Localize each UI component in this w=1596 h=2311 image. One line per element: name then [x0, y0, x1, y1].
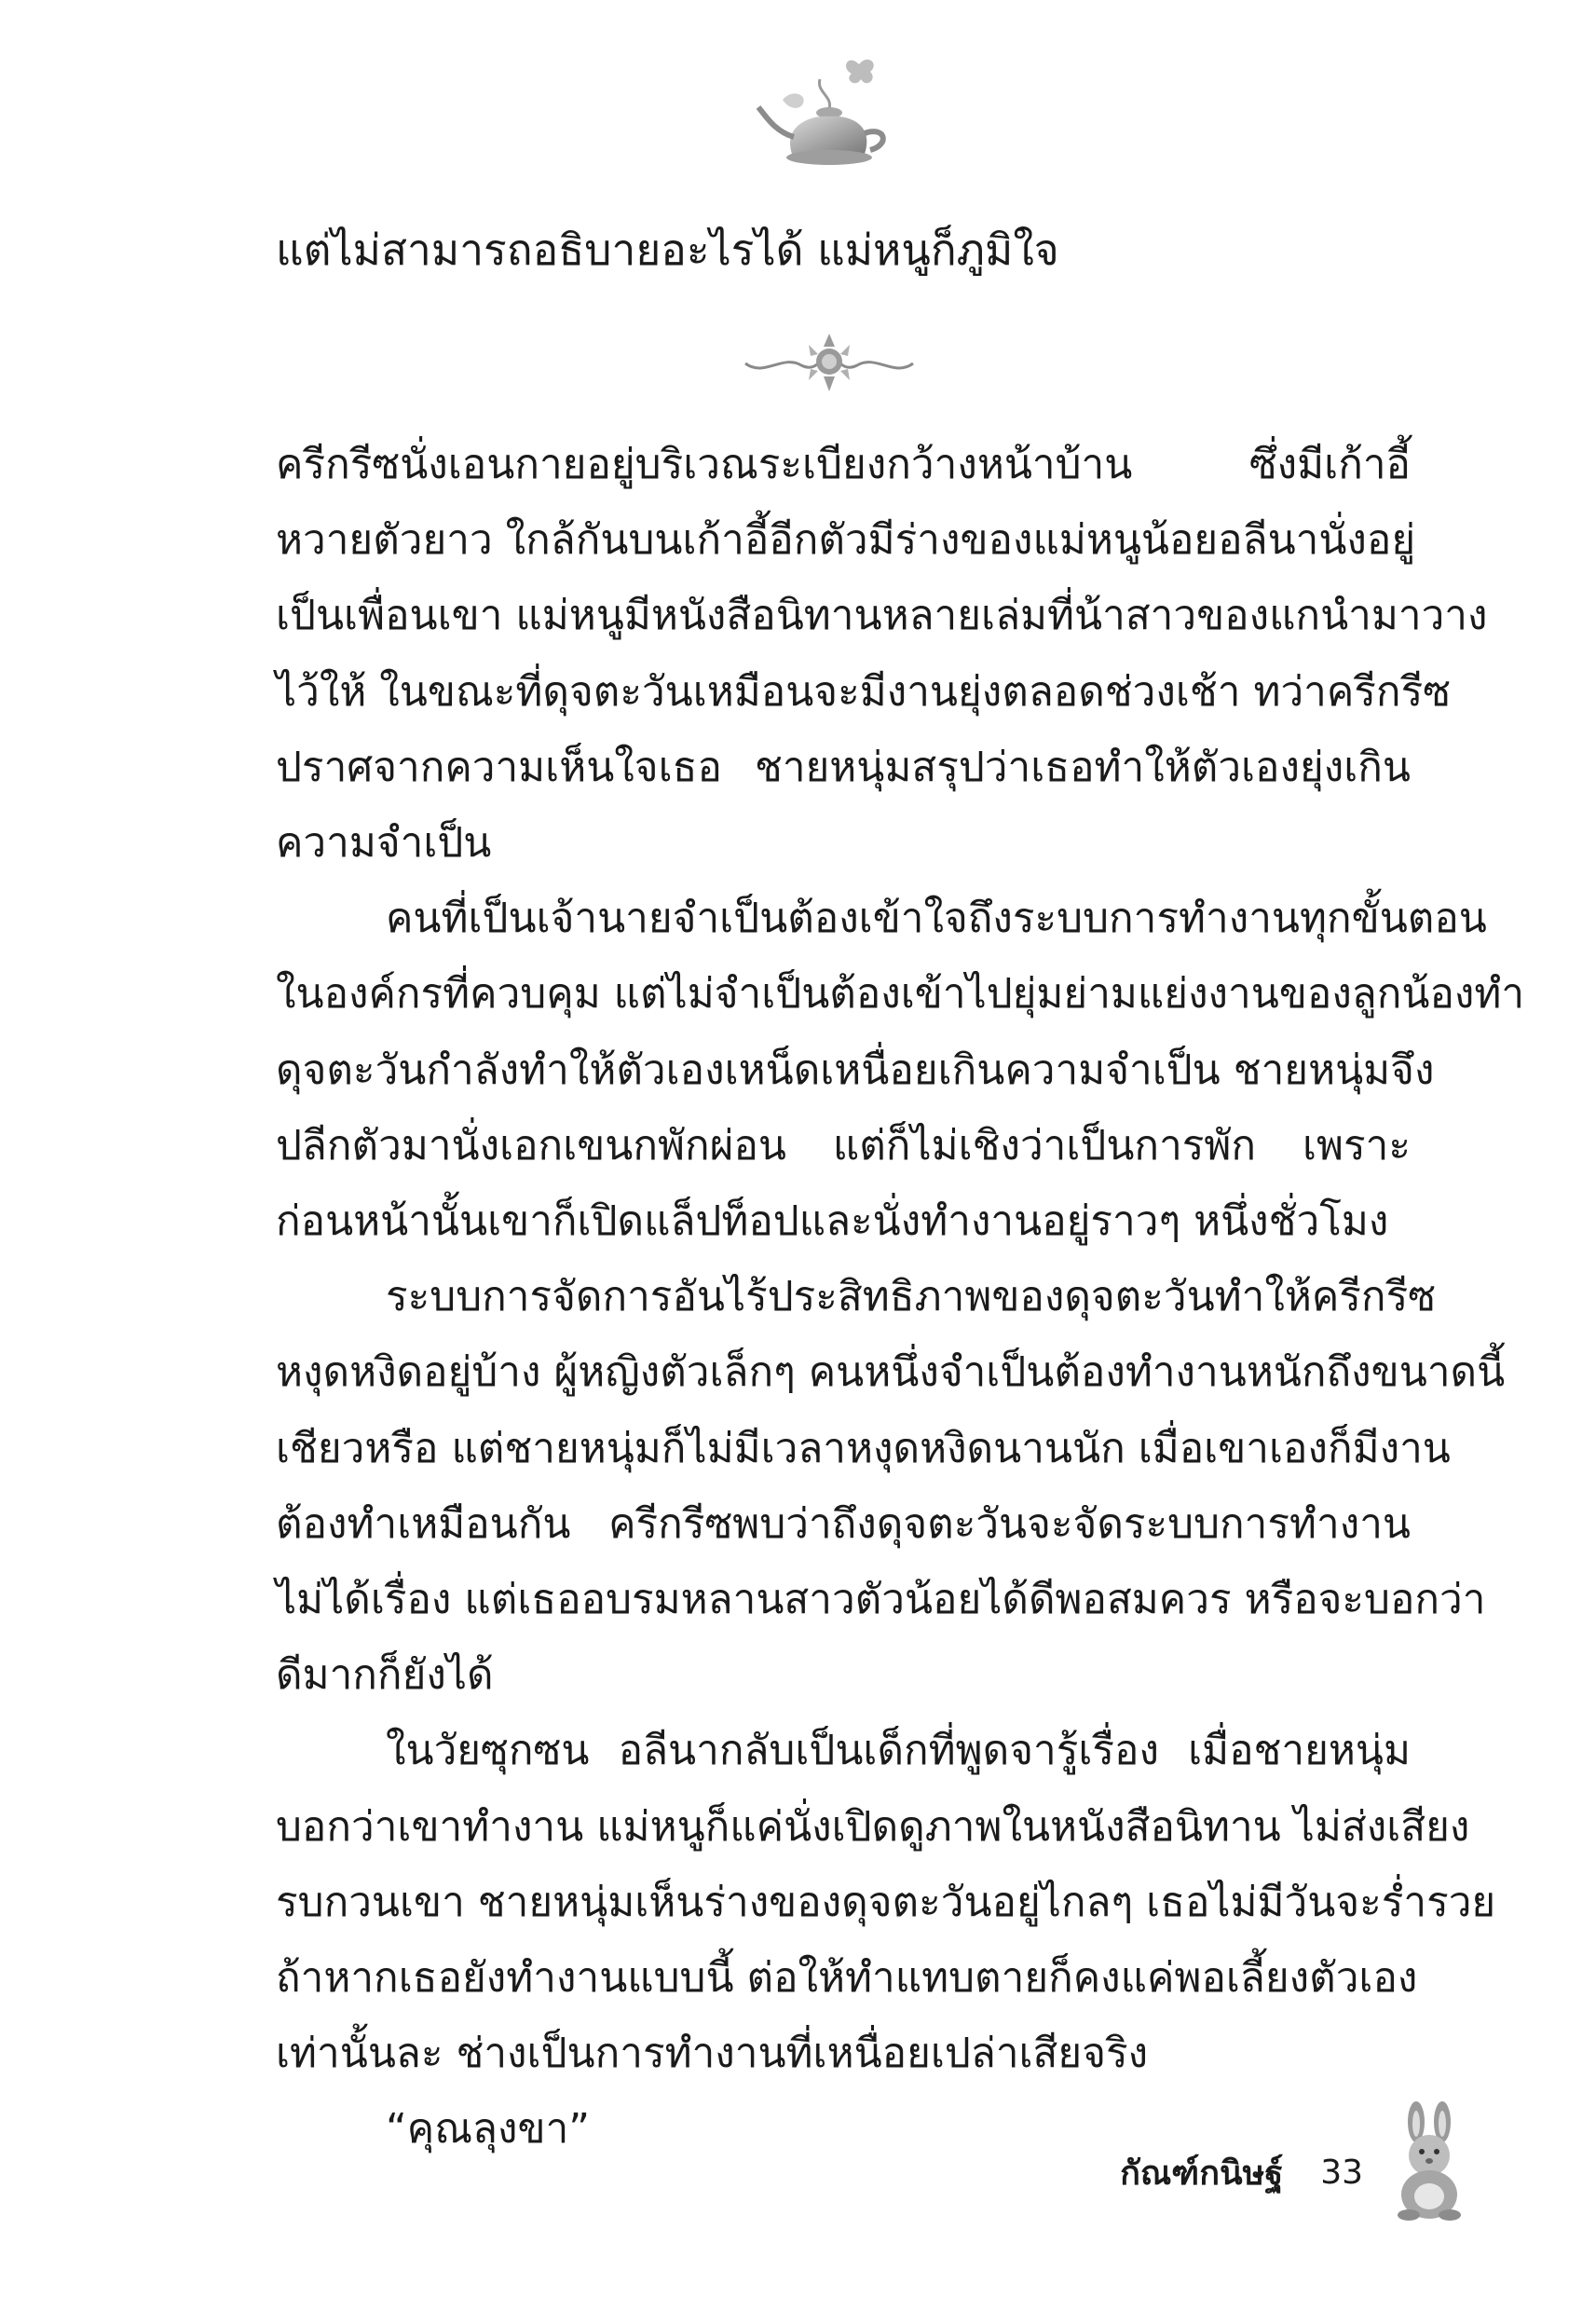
text-line: บอกว่าเขาทำงาน แม่หนูก็แค่นั่งเปิดดูภาพในหนังสือนิทาน ไม่ส่งเสียง	[276, 1802, 1470, 1851]
continuation-line: แต่ไม่สามารถอธิบายอะไรได้ แม่หนูก็ภูมิใจ	[276, 225, 1059, 275]
page-number: 33	[1320, 2154, 1363, 2192]
text-line: ต้องทำเหมือนกัน ครีกรีซพบว่าถึงดุจตะวันจะจัดระบบการทำงาน	[276, 1499, 1411, 1548]
paragraph-1	[276, 427, 1488, 881]
dialogue-line: “คุณลุงขา”	[386, 2105, 591, 2154]
text-line: เป็นเพื่อนเขา แม่หนูมีหนังสือนิทานหลายเล่มที่น้าสาวของแกนำมาวาง	[276, 592, 1488, 640]
text-line: หวายตัวยาว ใกล้กันบนเก้าอี้อีกตัวมีร่างของแม่หนูน้อยอลีนานั่งอยู่	[276, 516, 1416, 565]
book-title: กัณฑ์กนิษฐ์	[1120, 2154, 1284, 2193]
rabbit-icon	[1388, 2101, 1472, 2222]
paragraph-3	[276, 1259, 1506, 1713]
text-line: ถ้าหากเธอยังทำงานแบบนี้ ต่อให้ทำแทบตายก็คงแค่พอเลี้ยงตัวเอง	[276, 1954, 1418, 2003]
text-line: รบกวนเขา ชายหนุ่มเห็นร่างของดุจตะวันอยู่ไกลๆ เธอไม่มีวันจะร่ำรวย	[276, 1878, 1496, 1926]
text-line: ปราศจากความเห็นใจเธอ ชายหนุ่มสรุปว่าเธอทำให้ตัวเองยุ่งเกิน	[276, 743, 1411, 791]
story-body	[276, 427, 1525, 2167]
paragraph-2	[276, 881, 1525, 1259]
text-line: เท่านั้นละ ช่างเป็นการทำงานที่เหนื่อยเปล่าเสียจริง	[276, 2030, 1149, 2078]
text-line: เชียวหรือ แต่ชายหนุ่มก็ไม่มีเวลาหงุดหงิดนานนัก เมื่อเขาเองก็มีงาน	[276, 1424, 1451, 1472]
drop-cap: ค	[276, 441, 304, 488]
paragraph-4	[276, 1713, 1496, 2091]
text-line: หงุดหงิดอยู่บ้าง ผู้หญิงตัวเล็กๆ คนหนึ่งจำเป็นต้องทำงานหนักถึงขนาดนี้	[276, 1348, 1506, 1397]
text-line: ความจำเป็น	[276, 819, 492, 868]
text-line: ระบบการจัดการอันไร้ประสิทธิภาพของดุจตะวันทำให้ครีกรีซ	[386, 1273, 1437, 1321]
page-footer	[1120, 2146, 1363, 2199]
text-line: ไว้ให้ ในขณะที่ดุจตะวันเหมือนจะมีงานยุ่งตลอดช่วงเช้า ทว่าครีกรีซ	[276, 667, 1452, 716]
teapot-ornament-icon	[755, 51, 904, 172]
text-line: คนที่เป็นเจ้านายจำเป็นต้องเข้าใจถึงระบบการทำงานทุกขั้นตอน	[386, 895, 1487, 943]
text-line: ก่อนหน้านั้นเขาก็เปิดแล็ปท็อปและนั่งทำงานอยู่ราวๆ หนึ่งชั่วโมง	[276, 1197, 1389, 1246]
text-line: ในวัยซุกซน อลีนากลับเป็นเด็กที่พูดจารู้เรื่อง เมื่อชายหนุ่ม	[386, 1727, 1411, 1775]
floral-divider-icon	[736, 326, 922, 401]
text-line: ดีมากก็ยังได้	[276, 1651, 494, 1700]
text-line: รีกรีซนั่งเอนกายอยู่บริเวณระเบียงกว้างหน้าบ้าน ซึ่งมีเก้าอี้	[303, 441, 1411, 488]
text-line: ปลีกตัวมานั่งเอกเขนกพักผ่อน แต่ก็ไม่เชิงว่าเป็นการพัก เพราะ	[276, 1121, 1411, 1169]
text-line: ในองค์กรที่ควบคุม แต่ไม่จำเป็นต้องเข้าไปยุ่มย่ามแย่งงานของลูกน้องทำ	[276, 970, 1525, 1019]
text-line: ไม่ได้เรื่อง แต่เธออบรมหลานสาวตัวน้อยได้ดีพอสมควร หรือจะบอกว่า	[276, 1576, 1486, 1624]
text-line: ดุจตะวันกำลังทำให้ตัวเองเหน็ดเหนื่อยเกินความจำเป็น ชายหนุ่มจึง	[276, 1046, 1435, 1094]
